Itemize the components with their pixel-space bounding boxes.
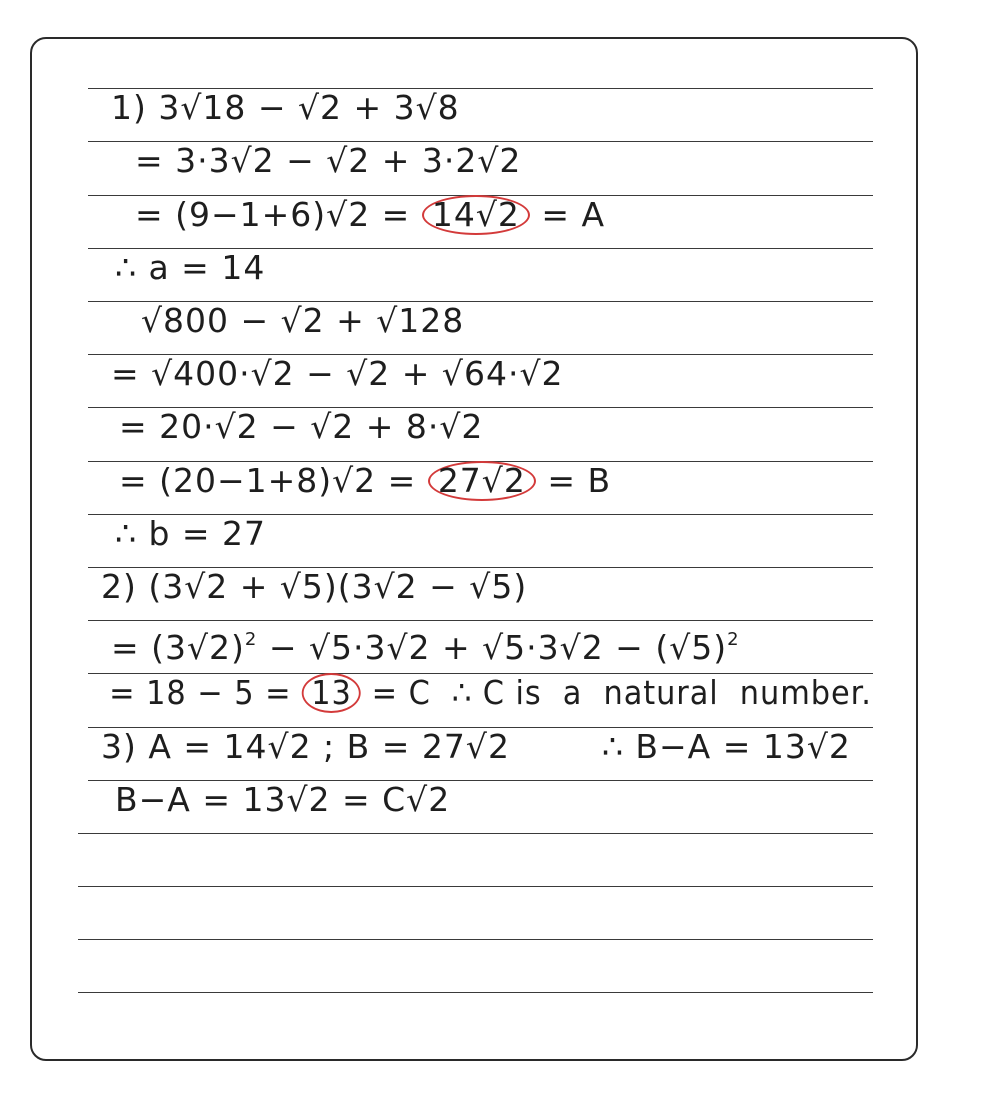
ruled-line <box>78 939 873 940</box>
line-7-text: = 20·√2 − √2 + 8·√2 <box>118 407 484 446</box>
line-14-final <box>92 740 450 820</box>
exponent: 2 <box>244 629 258 650</box>
line-8-text: = (20−1+8)√2 = <box>118 461 428 500</box>
line-6-text: = √400·√2 − √2 + √64·√2 <box>110 354 564 393</box>
line-8-label: = B <box>535 461 612 500</box>
line-9-text: ∴ b = 27 <box>114 514 267 553</box>
line-5-text: √800 − √2 + √128 <box>140 301 465 340</box>
line-12-conclusion: = C ∴ C is a natural number. <box>361 673 872 712</box>
line-12-text: = 18 − 5 = <box>109 673 303 712</box>
line-3-label: = A <box>529 195 606 234</box>
line-1-text: 1) 3√18 − √2 + 3√8 <box>110 88 460 127</box>
circled-answer-b: 27√2 <box>428 461 536 501</box>
circled-answer-a: 14√2 <box>422 195 530 235</box>
line-13-text: 3) A = 14√2 ; B = 27√2 ∴ B−A = 13√2 <box>100 727 851 766</box>
line-11-text-b: − √5·3√2 + √5·3√2 − (√5) <box>257 628 728 667</box>
ruled-line <box>78 833 873 834</box>
ruled-line <box>78 886 873 887</box>
exponent: 2 <box>727 629 740 650</box>
circled-answer-c: 13 <box>302 673 361 713</box>
line-14-text: B−A = 13√2 = C√2 <box>114 780 451 819</box>
ruled-line <box>78 992 873 993</box>
line-4-text: ∴ a = 14 <box>114 248 266 287</box>
line-11-text-a: = (3√2) <box>110 628 245 667</box>
line-2-text: = 3·3√2 − √2 + 3·2√2 <box>134 141 522 180</box>
line-10-text: 2) (3√2 + √5)(3√2 − √5) <box>100 567 528 606</box>
line-3-text: = (9−1+6)√2 = <box>134 195 422 234</box>
